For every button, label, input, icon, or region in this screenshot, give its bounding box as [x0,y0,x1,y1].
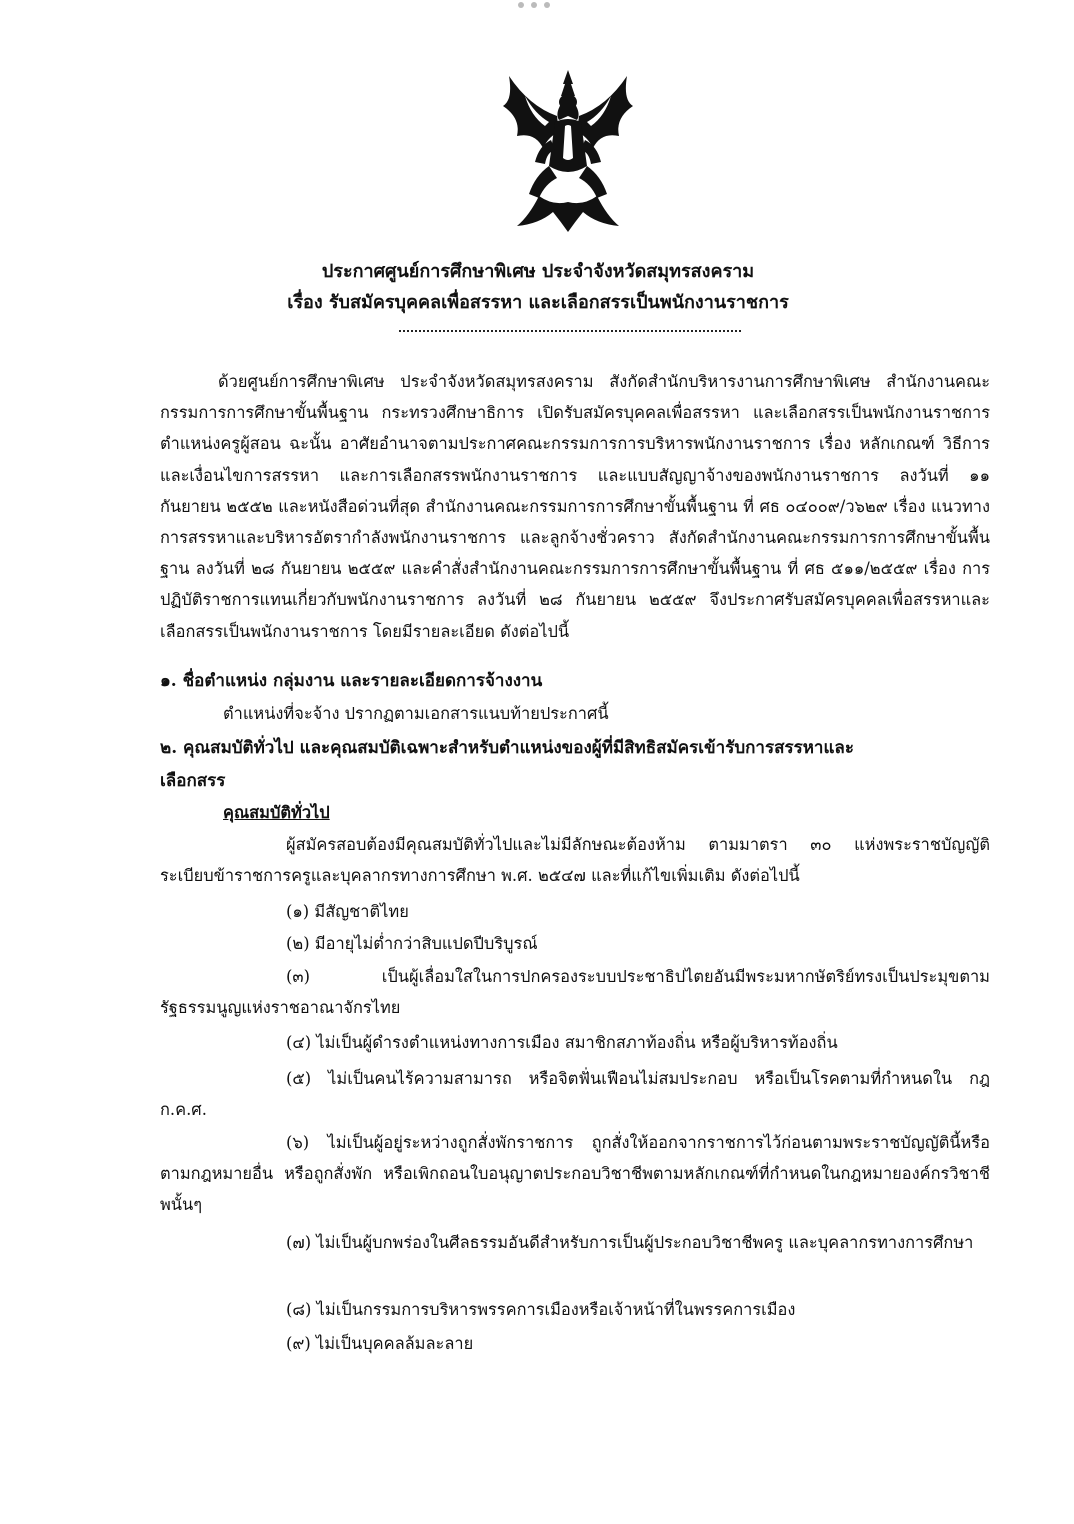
list-item: (๘) ไม่เป็นกรรมการบริหารพรรคการเมืองหรือเจ้าหน้าที่ในพรรคการเมือง [286,1300,796,1319]
list-item: (๗) ไม่เป็นผู้บกพร่องในศีลธรรมอันดีสำหรับการเป็นผู้ประกอบวิชาชีพครู และบุคลากรทางการศึกษา [286,1233,974,1252]
list-item: (๑) มีสัญชาติไทย [286,902,409,921]
section1-heading: ๑. ชื่อตำแหน่ง กลุ่มงาน และรายละเอียดการจ้างงาน [160,671,543,691]
section2-heading: ๒. คุณสมบัติทั่วไป และคุณสมบัติเฉพาะสำหรับตำแหน่งของผู้ที่มีสิทธิสมัครเข้ารับการสรรหาและ [160,738,854,758]
section2-heading-cont: เลือกสรร [160,771,226,791]
title-divider [399,330,741,332]
list-item: (๓) เป็นผู้เลื่อมใสในการปกครองระบบประชาธิปไตยอันมีพระมหากษัตริย์ทรงเป็นประมุขตามรัฐธรรมนูญแห่งราชอาณาจักรไทย [160,967,990,1018]
general-intro: ผู้สมัครสอบต้องมีคุณสมบัติทั่วไปและไม่มีลักษณะต้องห้าม ตามมาตรา ๓๐ แห่งพระราชบัญญัติระเบียบข้าราชการครูและบุคลากรทางการศึกษา พ.ศ. ๒๕๔๗ และที่แก้ไขเพิ่มเติม ดังต่อไปนี้ [160,835,990,886]
list-item: (๔) ไม่เป็นผู้ดำรงตำแหน่งทางการเมือง สมาชิกสภาท้องถิ่น หรือผู้บริหารท้องถิ่น [286,1033,838,1052]
announcement-subject: เรื่อง รับสมัครบุคคลเพื่อสรรหา และเลือกสรรเป็นพนักงานราชการ [287,292,789,313]
section1-text: ตำแหน่งที่จะจ้าง ปรากฏตามเอกสารแนบท้ายประกาศนี้ [223,704,609,723]
list-item: (๙) ไม่เป็นบุคคลล้มละลาย [286,1334,474,1353]
general-qualifications-heading: คุณสมบัติทั่วไป [223,803,330,822]
announcement-title: ประกาศศูนย์การศึกษาพิเศษ ประจำจังหวัดสมุทรสงคราม [321,261,755,282]
intro-paragraph: ด้วยศูนย์การศึกษาพิเศษ ประจำจังหวัดสมุทรสงคราม สังกัดสำนักบริหารงานการศึกษาพิเศษ สำนักงานคณะกรรมการการศึกษาขั้นพื้นฐาน กระทรวงศึกษาธิการ เปิดรับสมัครบุคคลเพื่อสรรหา และเลือกสรรเป็นพนักงานราชการ ตำแหน่งครูผู้สอน ฉะนั้น อาศัยอำนาจตามประกาศคณะกรรมการการบริหารพนักงานราชการ เรื่อง หลักเกณฑ์ วิธีการ และเงื่อนไขการสรรหา และการเลือกสรรพนักงานราชการ และแบบสัญญาจ้างของพนักงานราชการ ลงวันที่ ๑๑ กันยายน ๒๕๕๒ และหนังสือด่วนที่สุด สำนักงานคณะกรรมการการศึกษาขั้นพื้นฐาน ที่ ศธ ๐๔๐๐๙/ว๖๒๙ เรื่อง แนวทางการสรรหาและบริหารอัตรากำลังพนักงานราชการ และลูกจ้างชั่วคราว สังกัดสำนักงานคณะกรรมการการศึกษาขั้นพื้นฐาน ลงวันที่ ๒๘ กันยายน ๒๕๕๙ และคำสั่งสำนักงานคณะกรรมการการศึกษาขั้นพื้นฐาน ที่ ศธ ๕๑๑/๒๕๕๙ เรื่อง การปฏิบัติราชการแทนเกี่ยวกับพนักงานราชการ ลงวันที่ ๒๘ กันยายน ๒๕๕๙ จึงประกาศรับสมัครบุคคลเพื่อสรรหาและเลือกสรรเป็นพนักงานราชการ โดยมีรายละเอียด ดังต่อไปนี้ [160,372,990,641]
garuda-emblem-icon [499,66,637,236]
list-item: (๕) ไม่เป็นคนไร้ความสามารถ หรือจิตฟั่นเฟือนไม่สมประกอบ หรือเป็นโรคตามที่กำหนดใน กฎ ก.ค.ศ. [160,1069,990,1120]
list-item: (๒) มีอายุไม่ต่ำกว่าสิบแปดปีบริบูรณ์ [286,934,538,953]
list-item: (๖) ไม่เป็นผู้อยู่ระหว่างถูกสั่งพักราชการ ถูกสั่งให้ออกจากราชการไว้ก่อนตามพระราชบัญญัตินี้หรือตามกฎหมายอื่น หรือถูกสั่งพัก หรือเพิกถอนใบอนุญาตประกอบวิชาชีพตามหลักเกณฑ์ที่กำหนดในกฎหมายองค์กรวิชาชีพนั้นๆ [160,1133,990,1215]
more-dots-icon [514,0,554,12]
